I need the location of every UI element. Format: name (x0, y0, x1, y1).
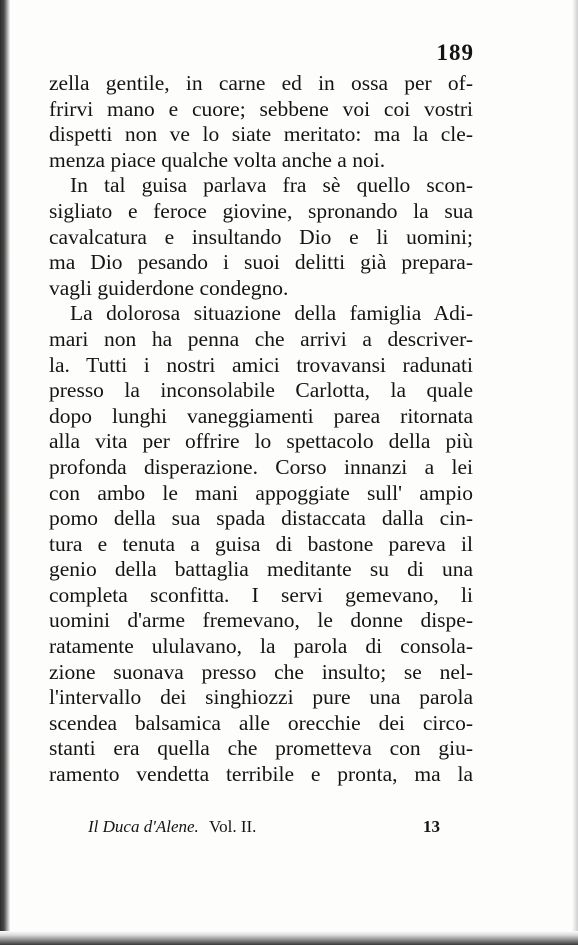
text-line: alla vita per offrire lo spettacolo della più (49, 429, 473, 454)
text-line: tura e tenuta a guisa di bastone pareva il (49, 531, 473, 556)
text-line: vagli guiderdone condegno. (49, 275, 289, 300)
text-line: ramento vendetta terribile e pronta, ma la (49, 762, 473, 787)
text-line: scendea balsamica alle orecchie dei circo- (49, 710, 473, 735)
text-line: menza piace qualche volta anche a noi. (49, 147, 386, 172)
page-bottom-edge (0, 931, 578, 945)
binding-edge (0, 0, 10, 945)
text-line: uomini d'arme fremevano, le donne dispe- (49, 608, 473, 633)
text-line: completa sconfitta. I servi gemevano, li (49, 582, 473, 607)
text-line: sigliato e feroce giovine, spronando la sua (49, 198, 473, 223)
text-line: In tal guisa parlava fra sè quello scon- (70, 173, 473, 198)
page-right-edge (572, 0, 578, 945)
text-line: ratamente ululavano, la parola di consola- (49, 634, 473, 659)
text-line: profonda disperazione. Corso innanzi a lei (49, 454, 473, 479)
footer-book-title: Il Duca d'Alene. (88, 817, 199, 836)
text-line: zione suonava presso che insulto; se nel- (49, 659, 473, 684)
text-line: presso la inconsolabile Carlotta, la quale (49, 378, 473, 403)
text-line: frirvi mano e cuore; sebbene voi coi vostri (49, 96, 473, 121)
footer-volume: Vol. II. (209, 817, 257, 836)
text-line: La dolorosa situazione della famiglia Adi- (70, 301, 473, 326)
text-line: genio della battaglia meditante su di una (49, 557, 473, 582)
text-line: mari non ha penna che arrivi a descriver- (49, 326, 473, 351)
text-line: con ambo le mani appoggiate sull' ampio (49, 480, 473, 505)
text-line: cavalcatura e insultando Dio e li uomini; (49, 224, 473, 249)
text-line: l'intervallo dei singhiozzi pure una parola (49, 685, 473, 710)
text-line: dispetti non ve lo siate meritato: ma la cle- (49, 122, 473, 147)
text-line: la. Tutti i nostri amici trovavansi radunati (49, 352, 473, 377)
footer-signature-mark: 13 (423, 817, 440, 836)
text-line: pomo della sua spada distaccata dalla cin- (49, 506, 473, 531)
text-line: dopo lunghi vaneggiamenti parea ritornata (49, 403, 473, 428)
text-line: ma Dio pesando i suoi delitti già prepara- (49, 250, 473, 275)
body-text (49, 71, 473, 788)
text-line: zella gentile, in carne ed in ossa per of- (49, 71, 473, 95)
text-line: stanti era quella che prometteva con giu- (49, 736, 473, 761)
page-footer (88, 817, 480, 837)
page-number: 189 (436, 40, 474, 65)
